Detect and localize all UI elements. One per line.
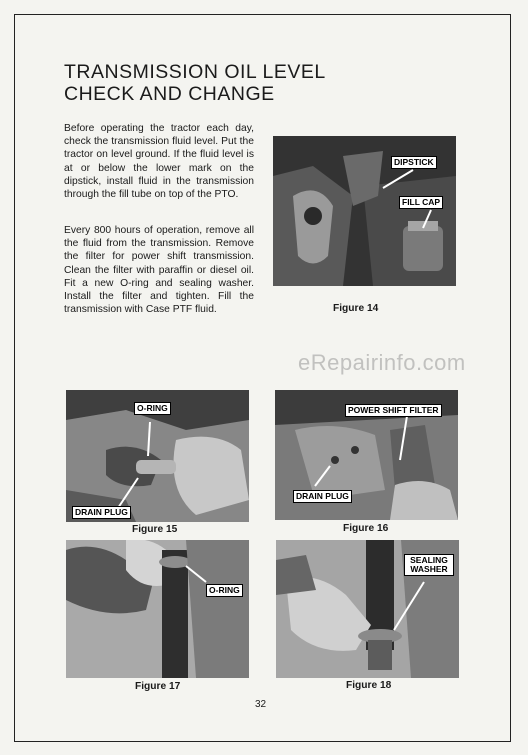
figure-17-photo [66, 540, 249, 678]
figure-18-photo [276, 540, 459, 678]
figure-15-caption: Figure 15 [132, 524, 178, 535]
callout-power-shift-filter: POWER SHIFT FILTER [345, 404, 442, 417]
figure-15-photo [66, 390, 249, 522]
callout-fill-cap: FILL CAP [399, 196, 443, 209]
figure-16-photo [275, 390, 458, 520]
figure-14-caption: Figure 14 [333, 303, 379, 314]
figure-14-photo [273, 136, 456, 286]
title-line-1: TRANSMISSION OIL LEVEL [64, 61, 326, 83]
page-title [64, 61, 326, 105]
title-line-2: CHECK AND CHANGE [64, 83, 275, 105]
figure-18-caption: Figure 18 [346, 680, 392, 691]
callout-sealing-washer: SEALING WASHER [404, 554, 454, 576]
callout-drain-plug: DRAIN PLUG [72, 506, 131, 519]
maintenance-paragraph: Every 800 hours of operation, remove all the fluid from the transmission. Remove the filter for power shift transmission. Clean the filter with paraffin or diesel oil. Fit a new O-ring and sealing washer. Install the filter and tighten. Fill the transmission with Case PTF fluid. [64, 225, 254, 316]
callout-drain-plug-16: DRAIN PLUG [293, 490, 352, 503]
intro-paragraph: Before operating the tractor each day, check the transmission fluid level. Put the tractor on level ground. If the fluid level is at or below the lower mark on the dipstick, install fluid in the transmission through the fill tube on top of the PTO. [64, 123, 254, 201]
callout-o-ring: O-RING [134, 402, 171, 415]
figure-16-caption: Figure 16 [343, 523, 389, 534]
callout-dipstick: DIPSTICK [391, 156, 437, 169]
figure-17-caption: Figure 17 [135, 681, 181, 692]
page-number: 32 [255, 699, 267, 710]
callout-o-ring-17: O-RING [206, 584, 243, 597]
watermark: eRepairinfo.com [298, 350, 466, 375]
